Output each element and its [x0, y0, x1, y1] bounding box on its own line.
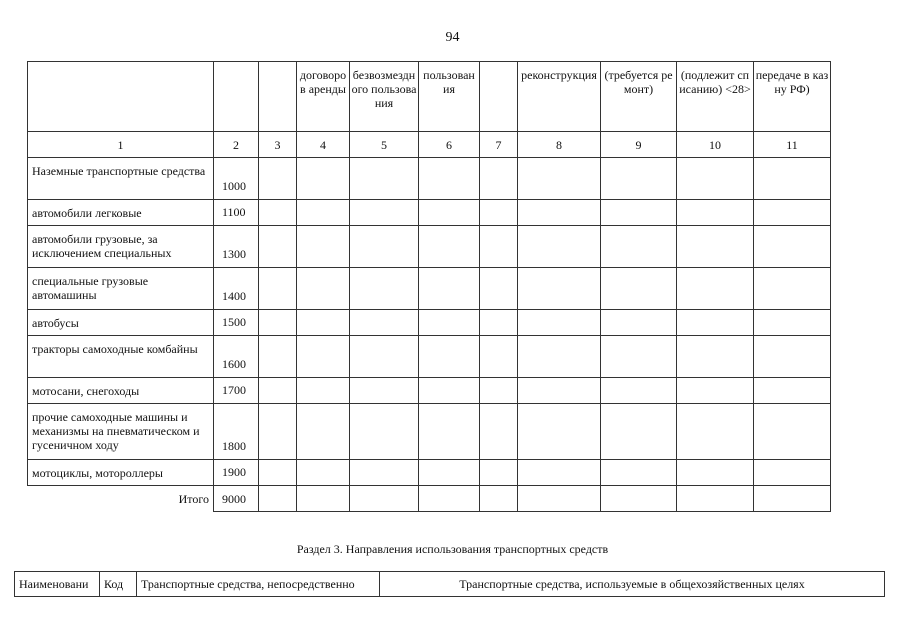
data-cell[interactable] — [259, 378, 297, 404]
table-row — [28, 336, 831, 378]
header-cell: передаче в казну РФ) — [754, 62, 831, 132]
data-cell[interactable] — [350, 460, 419, 486]
section-title: Раздел 3. Направления использования транспортных средств — [296, 542, 609, 556]
data-cell[interactable] — [601, 158, 677, 200]
data-cell[interactable] — [419, 460, 480, 486]
data-cell[interactable] — [601, 404, 677, 460]
table-row — [28, 158, 831, 200]
data-cell[interactable] — [677, 460, 754, 486]
data-cell[interactable] — [480, 378, 518, 404]
data-cell[interactable] — [677, 226, 754, 268]
column-header-code: Код — [100, 572, 137, 597]
data-cell[interactable] — [297, 460, 350, 486]
header-cell — [259, 62, 297, 132]
usage-directions-table — [14, 571, 885, 597]
data-cell[interactable] — [350, 378, 419, 404]
column-number: 3 — [259, 132, 297, 158]
data-cell[interactable] — [677, 310, 754, 336]
section3-header-row — [15, 572, 885, 597]
data-cell[interactable] — [419, 226, 480, 268]
data-cell[interactable] — [419, 158, 480, 200]
data-cell[interactable] — [601, 226, 677, 268]
header-cell: безвозмездного пользования — [350, 62, 419, 132]
row-name: тракторы самоходные комбайны — [28, 336, 214, 378]
table-row — [28, 310, 831, 336]
data-cell[interactable] — [754, 200, 831, 226]
header-cell: (подлежит списанию) <28> — [677, 62, 754, 132]
total-code: 9000 — [214, 486, 259, 512]
row-code: 1000 — [214, 158, 259, 200]
row-name: прочие самоходные машины и механизмы на пневматическом и гусеничном ходу — [28, 404, 214, 460]
data-cell[interactable] — [518, 460, 601, 486]
data-cell[interactable] — [518, 268, 601, 310]
data-cell[interactable] — [518, 158, 601, 200]
page-number: 94 — [445, 30, 460, 45]
data-cell[interactable] — [419, 310, 480, 336]
row-code: 1600 — [214, 336, 259, 378]
data-cell[interactable] — [350, 268, 419, 310]
transport-table — [27, 61, 831, 512]
column-number: 6 — [419, 132, 480, 158]
data-cell[interactable] — [601, 310, 677, 336]
header-cell: (требуется ремонт) — [601, 62, 677, 132]
data-cell[interactable] — [297, 378, 350, 404]
row-name: автомобили грузовые, за исключением специальных — [28, 226, 214, 268]
data-cell[interactable] — [350, 158, 419, 200]
table-row — [28, 404, 831, 460]
column-number: 2 — [214, 132, 259, 158]
row-code: 1100 — [214, 200, 259, 226]
data-cell[interactable] — [518, 486, 601, 512]
table-row — [28, 378, 831, 404]
total-row — [28, 486, 831, 512]
column-number: 1 — [28, 132, 214, 158]
data-cell[interactable] — [480, 310, 518, 336]
data-cell[interactable] — [480, 404, 518, 460]
data-cell[interactable] — [419, 268, 480, 310]
data-cell[interactable] — [518, 200, 601, 226]
column-number: 10 — [677, 132, 754, 158]
data-cell[interactable] — [677, 158, 754, 200]
table-row — [28, 460, 831, 486]
header-cell — [28, 62, 214, 132]
row-code: 1800 — [214, 404, 259, 460]
data-cell[interactable] — [677, 486, 754, 512]
data-cell[interactable] — [601, 336, 677, 378]
column-number: 7 — [480, 132, 518, 158]
data-cell[interactable] — [754, 460, 831, 486]
data-cell[interactable] — [480, 486, 518, 512]
header-cell: реконструкция — [518, 62, 601, 132]
data-cell[interactable] — [518, 226, 601, 268]
data-cell[interactable] — [601, 200, 677, 226]
header-cell — [214, 62, 259, 132]
data-cell[interactable] — [480, 268, 518, 310]
column-number: 11 — [754, 132, 831, 158]
data-cell[interactable] — [297, 310, 350, 336]
table-row — [28, 226, 831, 268]
data-cell[interactable] — [297, 226, 350, 268]
row-name: мотоциклы, мотороллеры — [28, 460, 214, 486]
data-cell[interactable] — [677, 200, 754, 226]
data-cell[interactable] — [259, 226, 297, 268]
data-cell[interactable] — [297, 486, 350, 512]
data-cell[interactable] — [754, 486, 831, 512]
row-code: 1900 — [214, 460, 259, 486]
data-cell[interactable] — [419, 200, 480, 226]
data-cell[interactable] — [754, 226, 831, 268]
data-cell[interactable] — [350, 486, 419, 512]
data-cell[interactable] — [754, 158, 831, 200]
data-cell[interactable] — [754, 268, 831, 310]
data-cell[interactable] — [259, 200, 297, 226]
data-cell[interactable] — [754, 378, 831, 404]
data-cell[interactable] — [259, 486, 297, 512]
data-cell[interactable] — [677, 378, 754, 404]
data-cell[interactable] — [259, 404, 297, 460]
row-name: автомобили легковые — [28, 200, 214, 226]
row-code: 1300 — [214, 226, 259, 268]
data-cell[interactable] — [677, 268, 754, 310]
data-cell[interactable] — [677, 404, 754, 460]
data-cell[interactable] — [518, 378, 601, 404]
data-cell[interactable] — [601, 486, 677, 512]
total-label: Итого — [28, 486, 214, 512]
data-cell[interactable] — [754, 336, 831, 378]
data-cell[interactable] — [419, 378, 480, 404]
data-cell[interactable] — [419, 336, 480, 378]
data-cell[interactable] — [350, 200, 419, 226]
data-cell[interactable] — [419, 486, 480, 512]
data-cell[interactable] — [297, 336, 350, 378]
column-header-direct-use: Транспортные средства, непосредственно — [137, 572, 380, 597]
data-cell[interactable] — [297, 268, 350, 310]
data-cell[interactable] — [350, 310, 419, 336]
column-number: 9 — [601, 132, 677, 158]
data-cell[interactable] — [601, 378, 677, 404]
row-name: специальные грузовые автомашины — [28, 268, 214, 310]
data-cell[interactable] — [297, 158, 350, 200]
header-row — [28, 62, 831, 132]
row-code: 1500 — [214, 310, 259, 336]
data-cell[interactable] — [297, 404, 350, 460]
data-cell[interactable] — [297, 200, 350, 226]
data-cell[interactable] — [480, 226, 518, 268]
data-cell[interactable] — [259, 158, 297, 200]
row-name: мотосани, снегоходы — [28, 378, 214, 404]
header-cell: пользования — [419, 62, 480, 132]
data-cell[interactable] — [350, 336, 419, 378]
data-cell[interactable] — [518, 404, 601, 460]
row-name: Наземные транспортные средства — [28, 158, 214, 200]
data-cell[interactable] — [754, 404, 831, 460]
data-cell[interactable] — [259, 268, 297, 310]
row-code: 1400 — [214, 268, 259, 310]
data-cell[interactable] — [350, 404, 419, 460]
data-cell[interactable] — [480, 460, 518, 486]
row-code: 1700 — [214, 378, 259, 404]
data-cell[interactable] — [677, 336, 754, 378]
data-cell[interactable] — [259, 336, 297, 378]
row-name: автобусы — [28, 310, 214, 336]
column-number: 4 — [297, 132, 350, 158]
data-cell[interactable] — [518, 310, 601, 336]
data-cell[interactable] — [518, 336, 601, 378]
table-row — [28, 268, 831, 310]
data-cell[interactable] — [350, 226, 419, 268]
data-cell[interactable] — [259, 460, 297, 486]
column-number-row — [28, 132, 831, 158]
data-cell[interactable] — [754, 310, 831, 336]
data-cell[interactable] — [259, 310, 297, 336]
data-cell[interactable] — [480, 336, 518, 378]
header-cell: договоров аренды — [297, 62, 350, 132]
table-row — [28, 200, 831, 226]
data-cell[interactable] — [480, 158, 518, 200]
header-cell — [480, 62, 518, 132]
column-header-name: Наименовани — [15, 572, 100, 597]
data-cell[interactable] — [601, 460, 677, 486]
column-header-general-use: Транспортные средства, используемые в общехозяйственных целях — [380, 572, 885, 597]
column-number: 5 — [350, 132, 419, 158]
data-cell[interactable] — [601, 268, 677, 310]
column-number: 8 — [518, 132, 601, 158]
data-cell[interactable] — [419, 404, 480, 460]
data-cell[interactable] — [480, 200, 518, 226]
